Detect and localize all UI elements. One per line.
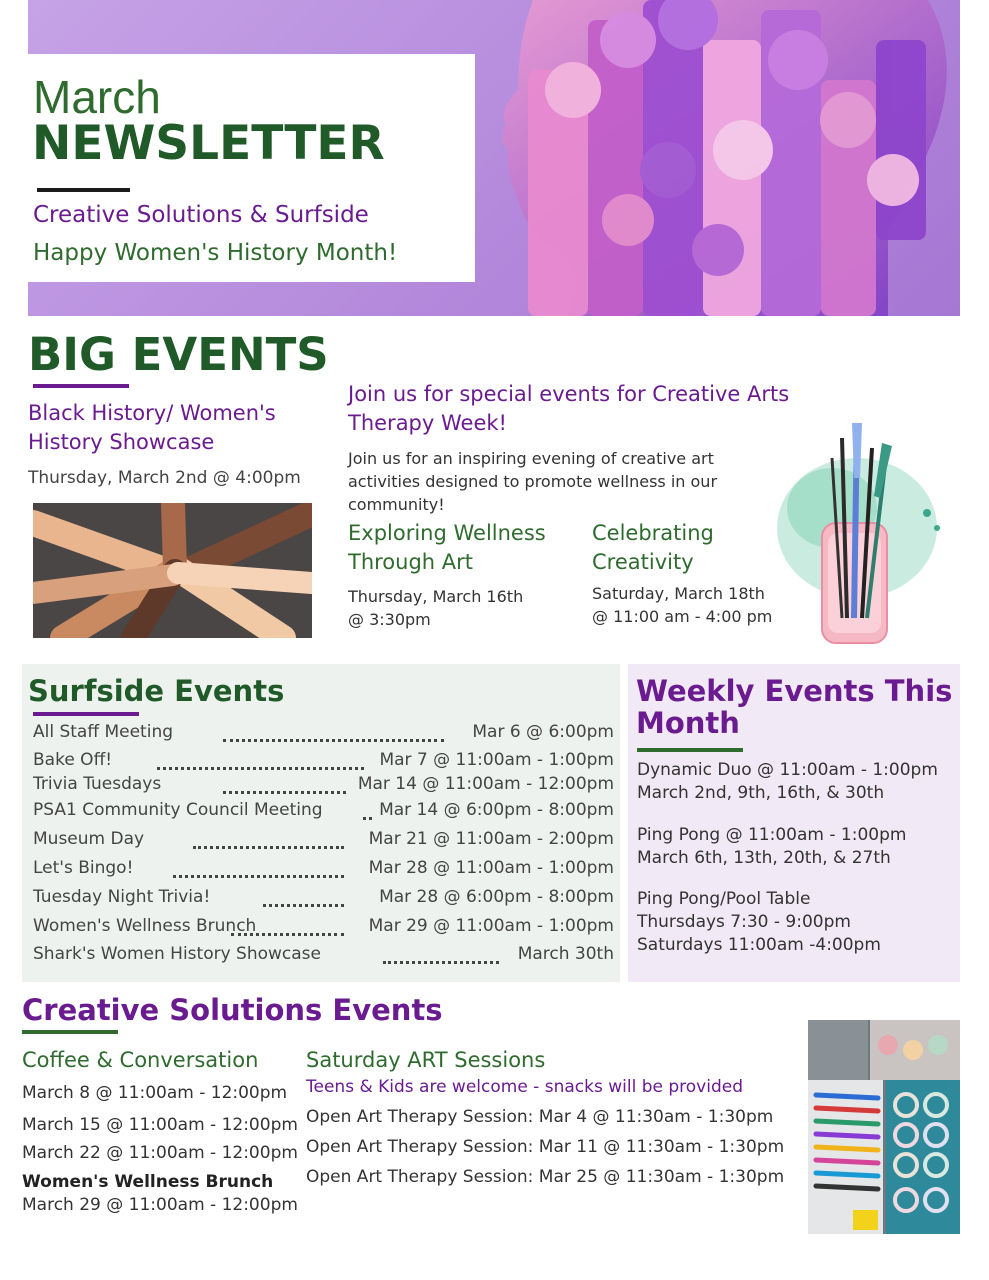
art-session-item: Open Art Therapy Session: Mar 11 @ 11:30am - 1:30pm	[306, 1137, 785, 1157]
hands-illustration	[33, 503, 312, 638]
list-item	[33, 887, 614, 911]
weekly-item-line: Ping Pong/Pool Table	[637, 889, 811, 909]
dot-leader	[383, 946, 499, 964]
dot-leader	[157, 752, 364, 770]
event-name: All Staff Meeting	[33, 722, 174, 742]
dot-leader	[223, 724, 444, 742]
cat-week-heading-line2: Therapy Week!	[348, 411, 507, 435]
title-month: March	[33, 71, 161, 123]
list-item	[33, 750, 614, 774]
list-item	[33, 829, 614, 853]
list-item	[33, 944, 614, 968]
weekly-item-line: March 2nd, 9th, 16th, & 30th	[637, 783, 885, 803]
paintbrush-jar-illustration	[772, 418, 947, 648]
event-name: Museum Day	[33, 829, 145, 849]
event-name: Women's Wellness Brunch	[33, 916, 257, 936]
subtitle-orgs: Creative Solutions & Surfside	[33, 202, 369, 228]
event1-date-line2: @ 3:30pm	[348, 610, 431, 629]
event-name: Shark's Women History Showcase	[33, 944, 321, 964]
list-item	[33, 800, 614, 824]
big-events-divider	[33, 384, 129, 388]
event-name: Let's Bingo!	[33, 858, 134, 878]
event2-title-line1: Celebrating	[592, 521, 714, 545]
event-date: March 30th	[517, 944, 614, 964]
event-date: Mar 7 @ 11:00am - 1:00pm	[379, 750, 614, 770]
event-name: Trivia Tuesdays	[33, 774, 162, 794]
event-date: Mar 28 @ 6:00pm - 8:00pm	[379, 887, 614, 907]
title-newsletter: NEWSLETTER	[32, 116, 385, 171]
cat-week-heading-line1: Join us for special events for Creative Arts	[348, 382, 790, 406]
event-date: Mar 14 @ 6:00pm - 8:00pm	[379, 800, 614, 820]
coffee-date: March 15 @ 11:00am - 12:00pm	[22, 1115, 298, 1135]
weekly-item-line: Thursdays 7:30 - 9:00pm	[637, 912, 851, 932]
event2-title-line2: Creativity	[592, 550, 694, 574]
subtitle-womens-month: Happy Women's History Month!	[33, 240, 398, 266]
event-date: Mar 14 @ 11:00am - 12:00pm	[357, 774, 614, 794]
cat-week-body-line1: Join us for an inspiring evening of creative art	[348, 449, 714, 468]
dot-leader	[173, 860, 344, 878]
surfside-heading: Surfside Events	[28, 674, 285, 708]
event-name: Bake Off!	[33, 750, 113, 770]
dot-leader	[193, 831, 344, 849]
surfside-divider	[33, 712, 139, 716]
brunch-title: Women's Wellness Brunch	[22, 1172, 274, 1192]
event1-date-line1: Thursday, March 16th	[348, 587, 524, 606]
weekly-divider	[637, 748, 743, 752]
showcase-title-line2: History Showcase	[28, 430, 215, 454]
list-item	[33, 858, 614, 882]
event-date: Mar 6 @ 6:00pm	[472, 722, 614, 742]
title-divider	[37, 188, 130, 192]
weekly-item-line: Ping Pong @ 11:00am - 1:00pm	[637, 825, 907, 845]
list-item	[33, 916, 614, 940]
coffee-title: Coffee & Conversation	[22, 1048, 259, 1072]
weekly-item-line: Saturdays 11:00am -4:00pm	[637, 935, 881, 955]
event-date: Mar 29 @ 11:00am - 1:00pm	[368, 916, 614, 936]
dot-leader	[363, 802, 372, 820]
showcase-date: Thursday, March 2nd @ 4:00pm	[28, 468, 301, 488]
diverse-hands-image	[33, 503, 312, 638]
art-sessions-title: Saturday ART Sessions	[306, 1048, 546, 1072]
event-date: Mar 21 @ 11:00am - 2:00pm	[368, 829, 614, 849]
creative-solutions-divider	[22, 1030, 118, 1034]
art-supplies-photo	[808, 1020, 960, 1234]
coffee-date: March 8 @ 11:00am - 12:00pm	[22, 1083, 288, 1103]
creative-solutions-heading: Creative Solutions Events	[22, 993, 443, 1027]
art-session-item: Open Art Therapy Session: Mar 25 @ 11:30am - 1:30pm	[306, 1167, 785, 1187]
event-name: PSA1 Community Council Meeting	[33, 800, 323, 820]
list-item	[33, 722, 614, 746]
weekly-item-line: Dynamic Duo @ 11:00am - 1:00pm	[637, 760, 938, 780]
cat-week-body-line3: community!	[348, 495, 445, 514]
weekly-heading-line2: Month	[636, 706, 740, 740]
brunch-date: March 29 @ 11:00am - 12:00pm	[22, 1195, 298, 1215]
event2-date-line1: Saturday, March 18th	[592, 584, 765, 603]
art-supplies-illustration	[808, 1020, 960, 1234]
weekly-item-line: March 6th, 13th, 20th, & 27th	[637, 848, 891, 868]
dot-leader	[223, 776, 346, 794]
event1-title-line2: Through Art	[348, 550, 474, 574]
event1-title-line1: Exploring Wellness	[348, 521, 546, 545]
paintbrush-icon	[772, 418, 947, 648]
art-session-item: Open Art Therapy Session: Mar 4 @ 11:30am - 1:30pm	[306, 1107, 774, 1127]
art-sessions-note: Teens & Kids are welcome - snacks will be provided	[306, 1077, 743, 1097]
cat-week-body-line2: activities designed to promote wellness in our	[348, 472, 718, 491]
list-item	[33, 774, 614, 798]
dot-leader	[263, 889, 344, 907]
event-name: Tuesday Night Trivia!	[33, 887, 211, 907]
weekly-heading-line1: Weekly Events This	[636, 674, 953, 708]
big-events-heading: BIG EVENTS	[28, 328, 329, 381]
event2-date-line2: @ 11:00 am - 4:00 pm	[592, 607, 773, 626]
showcase-title-line1: Black History/ Women's	[28, 401, 276, 425]
coffee-date: March 22 @ 11:00am - 12:00pm	[22, 1143, 298, 1163]
event-date: Mar 28 @ 11:00am - 1:00pm	[368, 858, 614, 878]
